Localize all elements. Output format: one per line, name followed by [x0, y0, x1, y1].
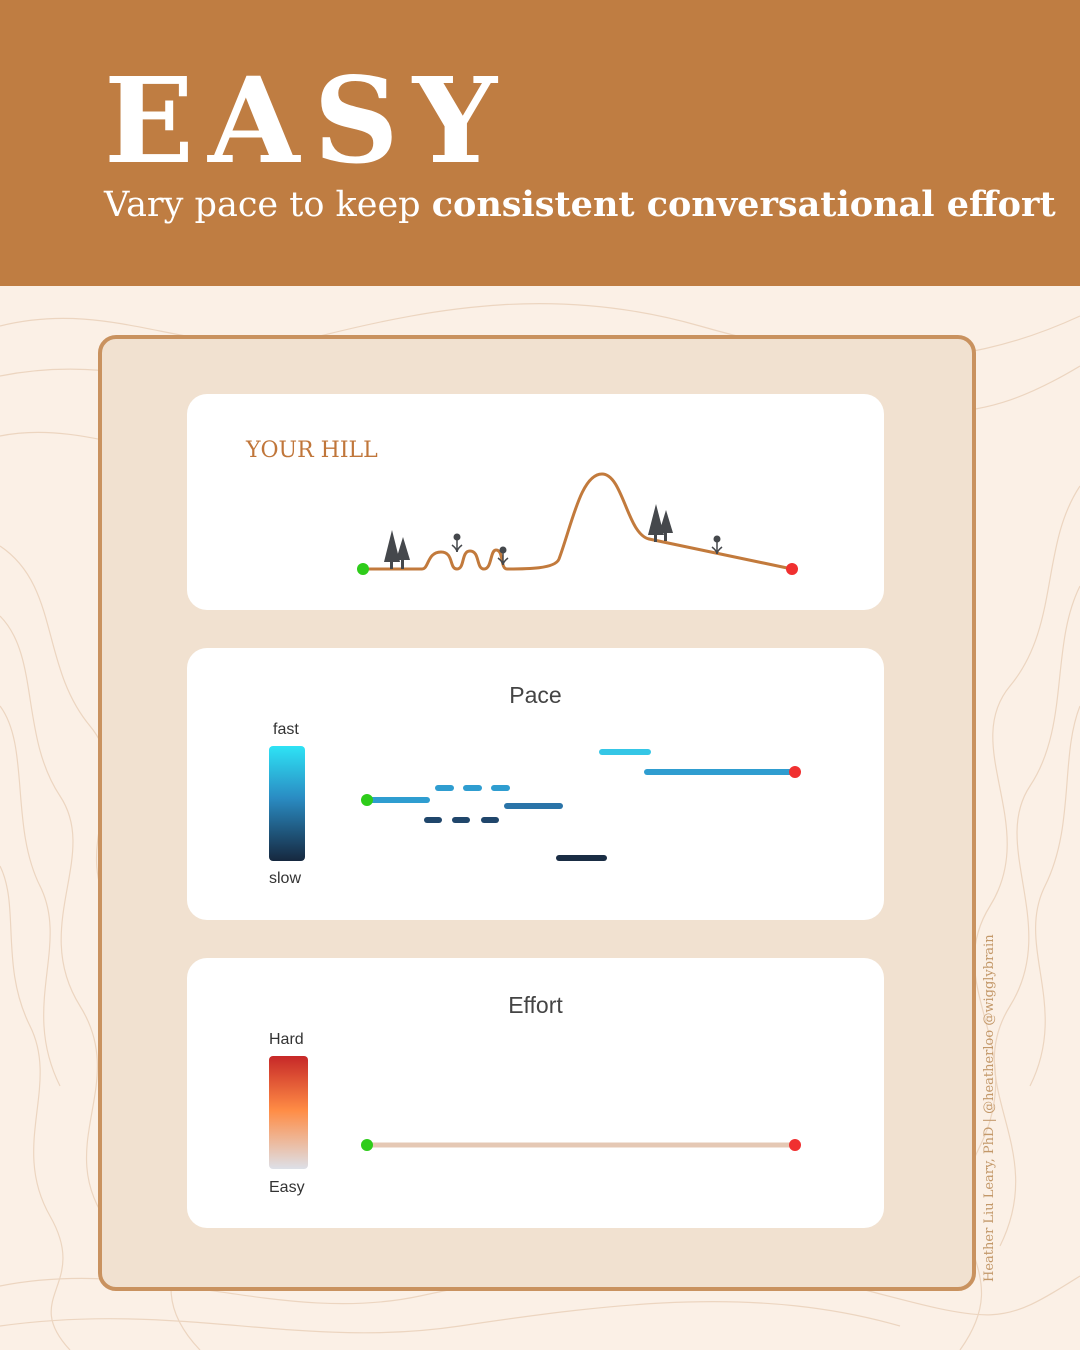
end-marker: [786, 563, 798, 575]
effort-scale-bottom-label: Easy: [269, 1179, 305, 1196]
subtitle-bold: consistent conversational effort: [431, 184, 1056, 225]
page-subtitle: [104, 184, 1056, 225]
hill-elevation-line: [363, 474, 792, 569]
pace-diagram: [187, 648, 884, 920]
header-banner: [0, 0, 1080, 286]
start-marker: [357, 563, 369, 575]
subtitle-plain: Vary pace to keep: [104, 185, 432, 225]
pace-title: Pace: [509, 682, 562, 708]
tree-icon: [384, 530, 410, 569]
page-title: EASY: [104, 51, 511, 190]
end-marker: [789, 1139, 801, 1151]
effort-card: [187, 958, 884, 1228]
flower-icon: [452, 534, 462, 553]
pace-scale-top-label: fast: [273, 721, 299, 738]
hill-card: [187, 394, 884, 610]
hill-label: YOUR HILL: [246, 438, 378, 463]
tree-icon: [648, 504, 673, 542]
hill-profile: [187, 394, 884, 610]
effort-scale-top-label: Hard: [269, 1031, 304, 1048]
start-marker: [361, 1139, 373, 1151]
author-credit: Heather Liu Leary, PhD | @heatherloo @wigglybrain: [982, 934, 997, 1282]
end-marker: [789, 766, 801, 778]
effort-diagram: [187, 958, 884, 1228]
effort-title: Effort: [508, 992, 563, 1018]
pace-scale-bottom-label: slow: [269, 870, 302, 887]
pace-card: [187, 648, 884, 920]
start-marker: [361, 794, 373, 806]
